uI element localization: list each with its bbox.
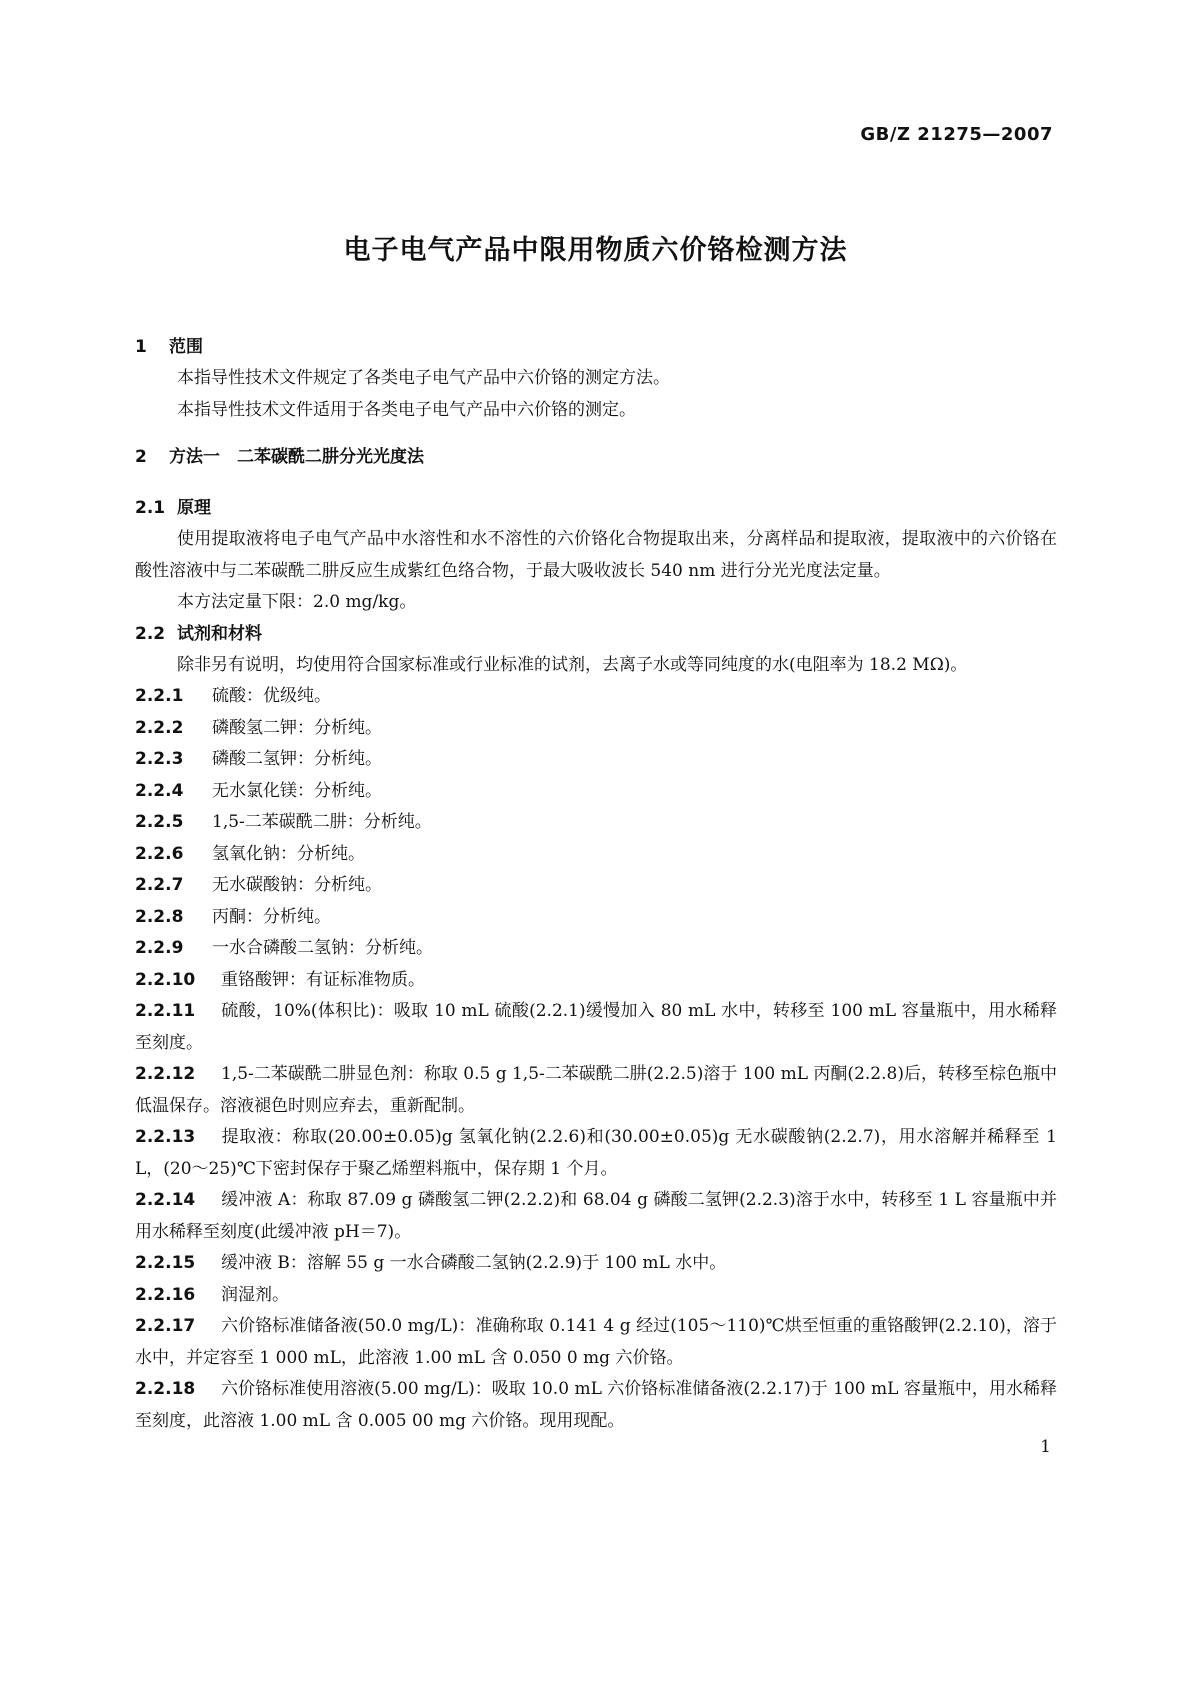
item-text: 1,5-二苯碳酰二肼显色剂：称取 0.5 g 1,5-二苯碳酰二肼(2.2.5)溶于 100 mL 丙酮(2.2.8)后，转移至棕色瓶中低温保存。溶液褪色时则应弃去，重新配制。: [135, 1064, 1057, 1116]
item-text: 硫酸：优级纯。: [212, 686, 331, 706]
reagent-item: [135, 1122, 1057, 1185]
reagent-item: [135, 933, 1057, 965]
reagent-item: [135, 681, 1057, 713]
section-title: 方法一 二苯碳酰二肼分光光度法: [169, 447, 424, 467]
item-number: 2.2.11: [135, 1001, 196, 1021]
item-number: 2.2.7: [135, 875, 184, 895]
reagent-item: [135, 1059, 1057, 1122]
item-text: 无水碳酸钠：分析纯。: [212, 875, 382, 895]
item-text: 缓冲液 A：称取 87.09 g 磷酸氢二钾(2.2.2)和 68.04 g 磷酸二氢钾(2.2.3)溶于水中，转移至 1 L 容量瓶中并用水稀释至刻度(此缓冲液 pH＝7)。: [135, 1190, 1057, 1242]
paragraph: 本指导性技术文件适用于各类电子电气产品中六价铬的测定。: [177, 399, 636, 420]
item-text: 一水合磷酸二氢钠：分析纯。: [212, 938, 433, 958]
reagent-item: [135, 1280, 1057, 1312]
page-number: 1: [1040, 1437, 1051, 1457]
item-number: 2.2.6: [135, 843, 184, 864]
subsection-2-2-heading: [135, 619, 1057, 650]
subsection-number: 2.2: [135, 623, 166, 644]
item-text: 丙酮：分析纯。: [212, 906, 331, 927]
item-text: 磷酸二氢钾：分析纯。: [212, 749, 382, 769]
reagent-item: [135, 996, 1057, 1059]
document-title: 电子电气产品中限用物质六价铬检测方法: [343, 235, 848, 266]
item-number: 2.2.5: [135, 812, 184, 832]
item-text: 六价铬标准储备液(50.0 mg/L)：准确称取 0.141 4 g 经过(105～110)℃烘至恒重的重铬酸钾(2.2.10)，溶于水中，并定容至 1 000 mL，此溶液 1.00 mL 含 0.050 0 mg 六价铬。: [135, 1316, 1057, 1368]
item-text: 提取液：称取(20.00±0.05)g 氢氧化钠(2.2.6)和(30.00±0.05)g 无水碳酸钠(2.2.7)，用水溶解并稀释至 1 L，(20～25)℃下密封保存于聚乙烯塑料瓶中，保存期 1 个月。: [135, 1127, 1057, 1179]
item-number: 2.2.4: [135, 780, 184, 801]
subsection-title: 原理: [177, 498, 211, 518]
subsection-2-1-heading: [135, 493, 1057, 524]
item-number: 2.2.13: [135, 1127, 196, 1147]
reagent-item: [135, 1248, 1057, 1280]
reagent-item: [135, 1185, 1057, 1248]
item-number: 2.2.14: [135, 1190, 196, 1210]
item-number: 2.2.2: [135, 717, 184, 738]
item-number: 2.2.1: [135, 686, 184, 706]
item-number: 2.2.17: [135, 1316, 196, 1336]
item-text: 氢氧化钠：分析纯。: [212, 843, 365, 864]
standard-code: GB/Z 21275—2007: [860, 124, 1053, 145]
item-text: 1,5-二苯碳酰二肼：分析纯。: [212, 812, 432, 832]
item-number: 2.2.8: [135, 906, 184, 927]
section-number: 1: [135, 337, 147, 357]
item-number: 2.2.9: [135, 938, 184, 958]
item-number: 2.2.16: [135, 1284, 196, 1305]
section-2-heading: [135, 442, 1057, 473]
subsection-number: 2.1: [135, 498, 166, 518]
paragraph: 除非另有说明，均使用符合国家标准或行业标准的试剂，去离子水或等同纯度的水(电阻率为 18.2 MΩ)。: [177, 654, 968, 675]
reagent-item: [135, 839, 1057, 871]
item-number: 2.2.3: [135, 749, 184, 769]
item-text: 润湿剂。: [221, 1284, 289, 1305]
subsection-title: 试剂和材料: [177, 623, 262, 644]
section-title: 范围: [169, 337, 203, 357]
item-text: 磷酸氢二钾：分析纯。: [212, 717, 382, 738]
item-number: 2.2.12: [135, 1064, 196, 1084]
reagent-item: [135, 1374, 1057, 1437]
paragraph: 使用提取液将电子电气产品中水溶性和水不溶性的六价铬化合物提取出来，分离样品和提取液，提取液中的六价铬在酸性溶液中与二苯碳酰二肼反应生成紫红色络合物，于最大吸收波长 540 nm 进行分光光度法定量。: [135, 529, 1057, 581]
reagent-item: [135, 1311, 1057, 1374]
document-body: [135, 332, 1057, 1437]
reagent-item: [135, 807, 1057, 839]
reagent-item: [135, 870, 1057, 902]
item-number: 2.2.18: [135, 1379, 196, 1399]
paragraph: 本指导性技术文件规定了各类电子电气产品中六价铬的测定方法。: [177, 368, 670, 388]
item-number: 2.2.10: [135, 969, 196, 990]
item-text: 缓冲液 B：溶解 55 g 一水合磷酸二氢钠(2.2.9)于 100 mL 水中。: [221, 1253, 727, 1273]
item-text: 无水氯化镁：分析纯。: [212, 780, 382, 801]
reagent-item: [135, 744, 1057, 776]
item-text: 重铬酸钾：有证标准物质。: [221, 969, 425, 990]
reagent-item: [135, 776, 1057, 808]
reagent-item: [135, 713, 1057, 745]
item-text: 硫酸，10%(体积比)：吸取 10 mL 硫酸(2.2.1)缓慢加入 80 mL 水中，转移至 100 mL 容量瓶中，用水稀释至刻度。: [135, 1001, 1057, 1053]
reagent-item: [135, 965, 1057, 997]
paragraph: 本方法定量下限：2.0 mg/kg。: [177, 592, 417, 612]
section-1-heading: [135, 332, 1057, 363]
item-text: 六价铬标准使用溶液(5.00 mg/L)：吸取 10.0 mL 六价铬标准储备液(2.2.17)于 100 mL 容量瓶中，用水稀释至刻度，此溶液 1.00 mL 含 0.005 00 mg 六价铬。现用现配。: [135, 1379, 1057, 1431]
item-number: 2.2.15: [135, 1253, 196, 1273]
section-number: 2: [135, 447, 147, 467]
reagent-item: [135, 902, 1057, 934]
